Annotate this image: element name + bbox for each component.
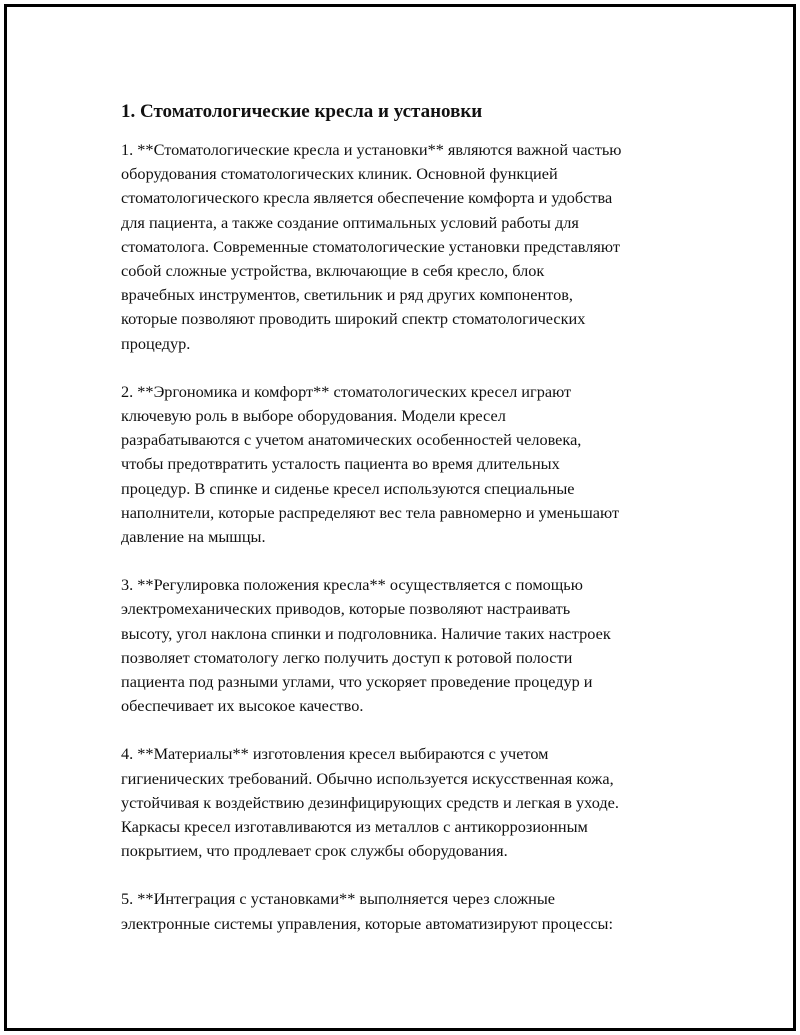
text-line: покрытием, что продлевает срок службы оборудования. [121, 841, 508, 861]
text-line: обеспечивает их высокое качество. [121, 696, 364, 716]
paragraph-4 [121, 742, 701, 863]
text-line: пациента под разными углами, что ускоряет проведение процедур и [121, 672, 593, 692]
text-line: для пациента, а также создание оптимальных условий работы для [121, 212, 579, 232]
text-line: электромеханических приводов, которые позволяют настраивать [121, 599, 571, 619]
text-line: Каркасы кресел изготавливаются из металлов с антикоррозионным [121, 817, 588, 837]
text-line: давление на мышцы. [121, 527, 266, 547]
text-line: ключевую роль в выборе оборудования. Модели кресел [121, 406, 506, 426]
text-line: процедур. [121, 333, 191, 353]
text-line: позволяет стоматологу легко получить доступ к ротовой полости [121, 647, 573, 667]
text-line: наполнители, которые распределяют вес тела равномерно и уменьшают [121, 502, 620, 522]
text-line: 5. **Интеграция с установками** выполняется через сложные [121, 889, 556, 909]
text-line: гигиенических требований. Обычно используется искусственная кожа, [121, 768, 614, 788]
paragraph-5 [121, 887, 701, 935]
text-line: оборудования стоматологических клиник. Основной функцией [121, 164, 558, 184]
text-line: 1. **Стоматологические кресла и установки** являются важной частью [121, 140, 622, 159]
text-line: 2. **Эргономика и комфорт** стоматологических кресел играют [121, 381, 572, 401]
text-line: стоматологического кресла является обеспечение комфорта и удобства [121, 188, 613, 208]
text-line: стоматолога. Современные стоматологические установки представляют [121, 236, 620, 256]
document-content [121, 98, 701, 960]
paragraph-2 [121, 380, 701, 549]
text-line: высоту, угол наклона спинки и подголовника. Наличие таких настроек [121, 623, 611, 643]
text-line: чтобы предотвратить усталость пациента во время длительных [121, 454, 560, 474]
paragraph-1 [121, 138, 701, 356]
text-line: врачебных инструментов, светильник и ряд других компонентов, [121, 285, 573, 305]
text-line: процедур. В спинке и сиденье кресел используются специальные [121, 478, 575, 498]
text-line: устойчивая к воздействию дезинфицирующих средств и легкая в уходе. [121, 792, 619, 812]
text-line: разрабатываются с учетом анатомических особенностей человека, [121, 430, 582, 450]
text-line: 4. **Материалы** изготовления кресел выбираются с учетом [121, 744, 549, 764]
paragraph-3 [121, 573, 701, 718]
text-line: собой сложные устройства, включающие в себя кресло, блок [121, 261, 545, 281]
section-heading: 1. Стоматологические кресла и установки [121, 101, 483, 122]
text-line: которые позволяют проводить широкий спектр стоматологических [121, 309, 586, 329]
document-page [4, 4, 796, 1031]
text-line: 3. **Регулировка положения кресла** осуществляется с помощью [121, 575, 583, 595]
text-line: электронные системы управления, которые автоматизируют процессы: [121, 913, 614, 933]
